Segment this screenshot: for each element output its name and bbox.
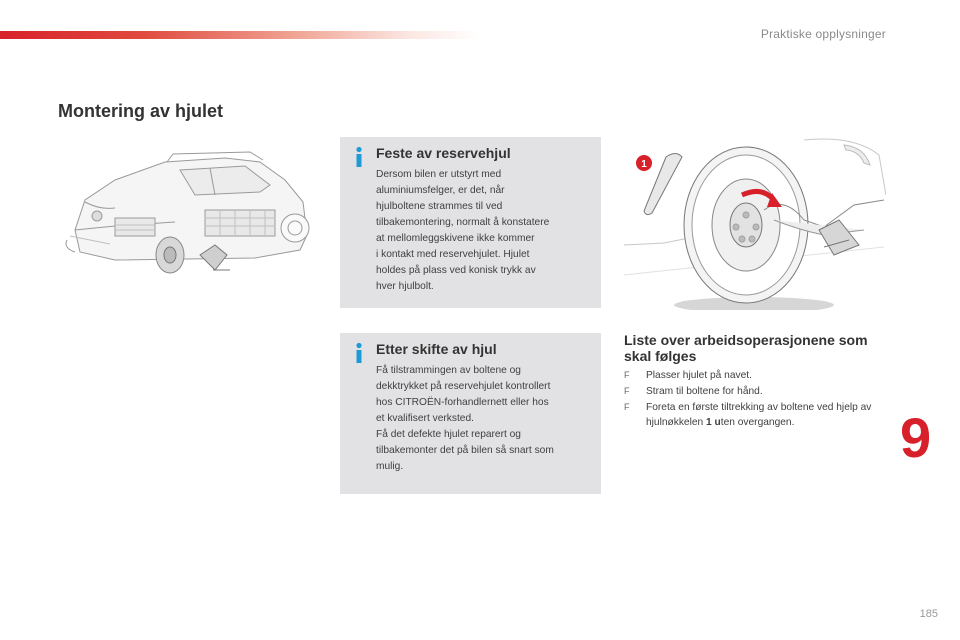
info-box-text: Dersom bilen er utstyrt med aluminiumsfelger, er det, når hjulboltene strammes til ved tilbakemontering, normalt å konstatere at mellomleggskivene ikke kommer i kontakt med reservehjulet. Hjulet holdes på plass ved konisk trykk av hver hjulbolt. bbox=[376, 169, 550, 292]
step-text: Plasser hjulet på navet. bbox=[646, 370, 752, 381]
wheel-mounting-illustration bbox=[624, 135, 886, 310]
info-box-title: Etter skifte av hjul bbox=[376, 341, 497, 357]
info-box-title: Feste av reservehjul bbox=[376, 145, 511, 161]
info-icon bbox=[352, 342, 366, 366]
section-header: Praktiske opplysninger bbox=[760, 27, 886, 41]
step-text-end: ten overgangen. bbox=[720, 417, 795, 428]
step-reference-bold: 1 u bbox=[706, 417, 721, 428]
car-on-jack-illustration bbox=[55, 140, 325, 290]
info-box-after-wheel-change bbox=[340, 333, 601, 494]
step-bullet: F bbox=[624, 370, 630, 380]
step-bullet: F bbox=[624, 402, 630, 412]
info-box-spare-wheel-fixing bbox=[340, 137, 601, 308]
header-accent-bar bbox=[0, 31, 480, 39]
step-text: Foreta en første tiltrekking av boltene ved hjelp av hjulnøkkelen bbox=[646, 402, 872, 428]
step-item bbox=[624, 384, 894, 399]
steps-list bbox=[624, 368, 894, 431]
steps-title: Liste over arbeidsoperasjonene som skal følges bbox=[624, 332, 868, 364]
page-title: Montering av hjulet bbox=[58, 101, 224, 121]
step-bullet: F bbox=[624, 386, 630, 396]
info-icon bbox=[352, 146, 366, 170]
page-number: 185 bbox=[919, 608, 938, 620]
chapter-number: 9 bbox=[900, 406, 932, 469]
info-box-text: Få tilstrammingen av boltene og dekktrykket på reservehjulet kontrollert hos CITROËN-forhandlernett eller hos et kvalifisert verksted. Få det defekte hjulet reparert og tilbakemonter det på bilen så snart som mulig. bbox=[376, 365, 554, 472]
step-text: Stram til boltene for hånd. bbox=[646, 386, 763, 397]
callout-number: 1 bbox=[641, 159, 647, 170]
step-item bbox=[624, 400, 894, 430]
step-item bbox=[624, 368, 894, 383]
